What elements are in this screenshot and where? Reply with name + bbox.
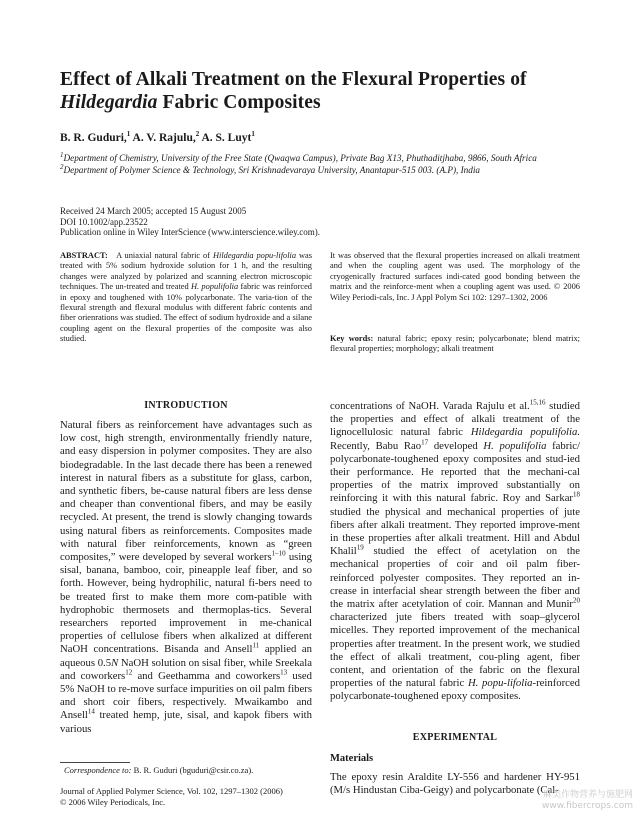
keywords-label: Key words: — [330, 334, 374, 343]
citation: 19 — [356, 543, 364, 552]
doi: DOI 10.1002/app.23522 — [60, 216, 148, 227]
citation: 12 — [125, 668, 133, 677]
body-text: using sisal, banana, bamboo, coir, pineapple leaf fiber, and so forth. However, being hydrophilic, natural fi-bers need to be treated first to make them more com-patible with hydrophobic thermosets and thermoplas-tics. Several researchers reported improvement in me-chanical properties of cellulose fibers when alkalized at different NaOH concentrations. Bisanda and Ansell — [60, 551, 312, 656]
citation: 15,16 — [529, 398, 546, 407]
title-line1: Effect of Alkali Treatment on the Flexural Properties of — [60, 69, 527, 90]
journal-citation — [60, 786, 283, 807]
body-text: and Geethamma and coworkers — [137, 669, 281, 682]
site-watermark — [508, 790, 633, 812]
keywords — [330, 334, 580, 355]
citation: 13 — [280, 668, 288, 677]
introduction-right-column — [330, 400, 580, 704]
affiliation-mark: 2 — [60, 162, 64, 171]
citation: 17 — [421, 438, 429, 447]
title-species: Hildegardia — [60, 92, 158, 113]
body-text: characterized jute fibers treated with soap–glycerol micelles. They reported improvement of the mechanical properties after treatment. In the present work, we studied the effect of alkali treatment, cou-pling agent, fiber content, and orientation of the fabric on the flexural properties of the natural fabric — [330, 611, 580, 690]
body-text: fabric/ polycarbonate-toughened epoxy composites and stud-ied their performance. He reported that the mechani-cal properties of the matrix improved substantially on reinforcing it with this natural fabric. Roy and Sarkar — [330, 439, 580, 505]
author-name: A. V. Rajulu, — [132, 132, 196, 144]
affiliation-text: Department of Polymer Science & Technology, Sri Krishnadevaraya University, Anantapur-515 003. (A.P), India — [63, 164, 481, 175]
article-title — [60, 68, 580, 114]
citation: 20 — [573, 596, 580, 605]
watermark-url: www.fibercrops.com — [542, 801, 633, 811]
footnote-divider — [60, 762, 130, 763]
abstract-text: fabric was reinforced in epoxy and toughened with 10% polycarbonate. The varia-tion of the flexural strength and flexural modulus with different fabric contents and fiber orienrations was studied. The effect of sodium hydroxide and a silane coupling agent on the flexural properties of the composite was also studied. — [60, 282, 312, 344]
correspondence-note — [64, 765, 253, 775]
correspondence-label: Correspondence to: — [64, 765, 132, 775]
affiliations — [60, 150, 595, 176]
title-line2: Fabric Composites — [162, 92, 321, 113]
body-italic: Hildegardia populifolia. — [470, 426, 581, 439]
citation: 11 — [252, 641, 260, 650]
body-text: NaOH solution on sisal fiber, while Sreekala and coworkers — [60, 656, 313, 682]
body-text: treated hemp, jute, sisal, and kapok fibers with various — [60, 709, 312, 735]
experimental-heading: EXPERIMENTAL — [412, 732, 498, 743]
body-text: studied the effect of acetylation on the mechanical properties of coir and oil palm fiber-reinforced polyester composites. They reported an in-crease in interfacial shear strength between the fiber and the matrix after acetylation of coir. Mannan and Munir — [330, 545, 580, 611]
publication-history — [60, 206, 320, 238]
body-text: -reinforced polycarbonate-toughened epoxy composites. — [330, 677, 580, 703]
abstract-species: H. populifolia — [191, 282, 239, 292]
citation: 18 — [573, 490, 580, 499]
author-affiliation-mark: 1 — [126, 130, 131, 139]
abstract-left — [60, 251, 312, 345]
online-publication: Publication online in Wiley InterScience (www.interscience.wiley.com). — [60, 227, 320, 237]
body-text: studied the properties and effect of alkali treatment of the lignocellulosic natural fabric — [330, 400, 580, 439]
affiliation-text: Department of Chemistry, University of the Free State (Qwaqwa Campus), Private Bag X13, Phuthaditjhaba, 9866, South Africa — [63, 153, 537, 163]
affiliation-mark: 1 — [60, 150, 64, 159]
abstract-text: A uniaxial natural fabric of — [116, 251, 211, 260]
introduction-heading: INTRODUCTION — [144, 400, 228, 411]
body-text: developed — [433, 439, 478, 452]
body-italic: H. popu-lifolia — [467, 677, 533, 690]
abstract-text: was treated with 5% sodium hydroxide solution for 1 h, and the resulting changes were analyzed by polarized and scanning electron microscopic techniques. The un-treated and treated — [60, 251, 312, 292]
citation: 14 — [87, 707, 95, 716]
introduction-left-column — [60, 419, 312, 736]
materials-text: The epoxy resin Araldite LY-556 and hardener HY-951 (M/s Hindustan Ciba-Geigy) and polycarbonate (Cal- — [330, 771, 580, 797]
author-affiliation-mark: 2 — [195, 130, 200, 139]
author-name: A. S. Luyt — [201, 132, 252, 144]
body-text: used 5% NaOH to re-move surface impurities on oil palm fibers and short coir fibers, respectively. Mwaikambo and Ansell — [60, 669, 313, 722]
affiliation — [60, 150, 595, 165]
body-text: studied the physical and mechanical properties of jute fibers after alkali treatment. They reported improve-ment in these properties after alkali treatment. Hill and Abdul Khalil — [330, 505, 580, 558]
body-text: concentrations of NaOH. Varada Rajulu et al. — [330, 400, 530, 412]
body-italic: N — [111, 656, 119, 669]
body-text: Recently, Babu Rao — [330, 439, 422, 452]
keywords-text: natural fabric; epoxy resin; polycarbonate; blend matrix; flexural properties; morphology; alkali treatment — [330, 334, 581, 354]
abstract-right: It was observed that the flexural properties increased on alkali treatment and when the coupling agent was used. The morphology of the cryogenically fractured surfaces indi-cated good bonding between the matrix and the reinforce-ment when a coupling agent was used. © 2006 Wiley Periodi-cals, Inc. J Appl Polym Sci 102: 1297–1302, 2006 — [330, 251, 580, 302]
author-affiliation-mark: 1 — [251, 130, 255, 139]
correspondence-text: B. R. Guduri (bguduri@csir.co.za). — [133, 765, 254, 775]
body-text: applied an aqueous 0.5 — [60, 643, 312, 669]
abstract-label: ABSTRACT: — [60, 251, 108, 260]
watermark-title: 麻类作物营养与施肥网 — [542, 790, 633, 800]
copyright-line: © 2006 Wiley Periodicals, Inc. — [60, 796, 166, 807]
body-italic: H. populifolia — [483, 439, 547, 452]
materials-heading: Materials — [330, 753, 374, 764]
author-name: B. R. Guduri, — [60, 132, 127, 144]
body-text: Natural fibers as reinforcement have advantages such as low cost, high strength, environmentally friendly nature, and easy dispersion in polymer composites. They are also biodegradable. In the last decade there has been a renewed interest in natural fibers as a substitute for glass, carbon, and synthetic fibers, be-cause natural fibers are less dense and cheaper than conventional fibers, and may be easily recycled. At present, the trend is slowly changing towards using natural fibers as reinforcements. Composites made with natural fiber reinforcements, known as “green composites,” were developed by several workers — [60, 419, 312, 564]
journal-line: Journal of Applied Polymer Science, Vol. 102, 1297–1302 (2006) — [60, 786, 283, 796]
received-date: Received 24 March 2005; accepted 15 August 2005 — [60, 206, 247, 216]
affiliation — [60, 162, 595, 177]
author-list — [60, 132, 255, 144]
abstract-species: Hildegardia popu-lifolia — [212, 251, 297, 260]
citation: 1–10 — [271, 549, 286, 558]
